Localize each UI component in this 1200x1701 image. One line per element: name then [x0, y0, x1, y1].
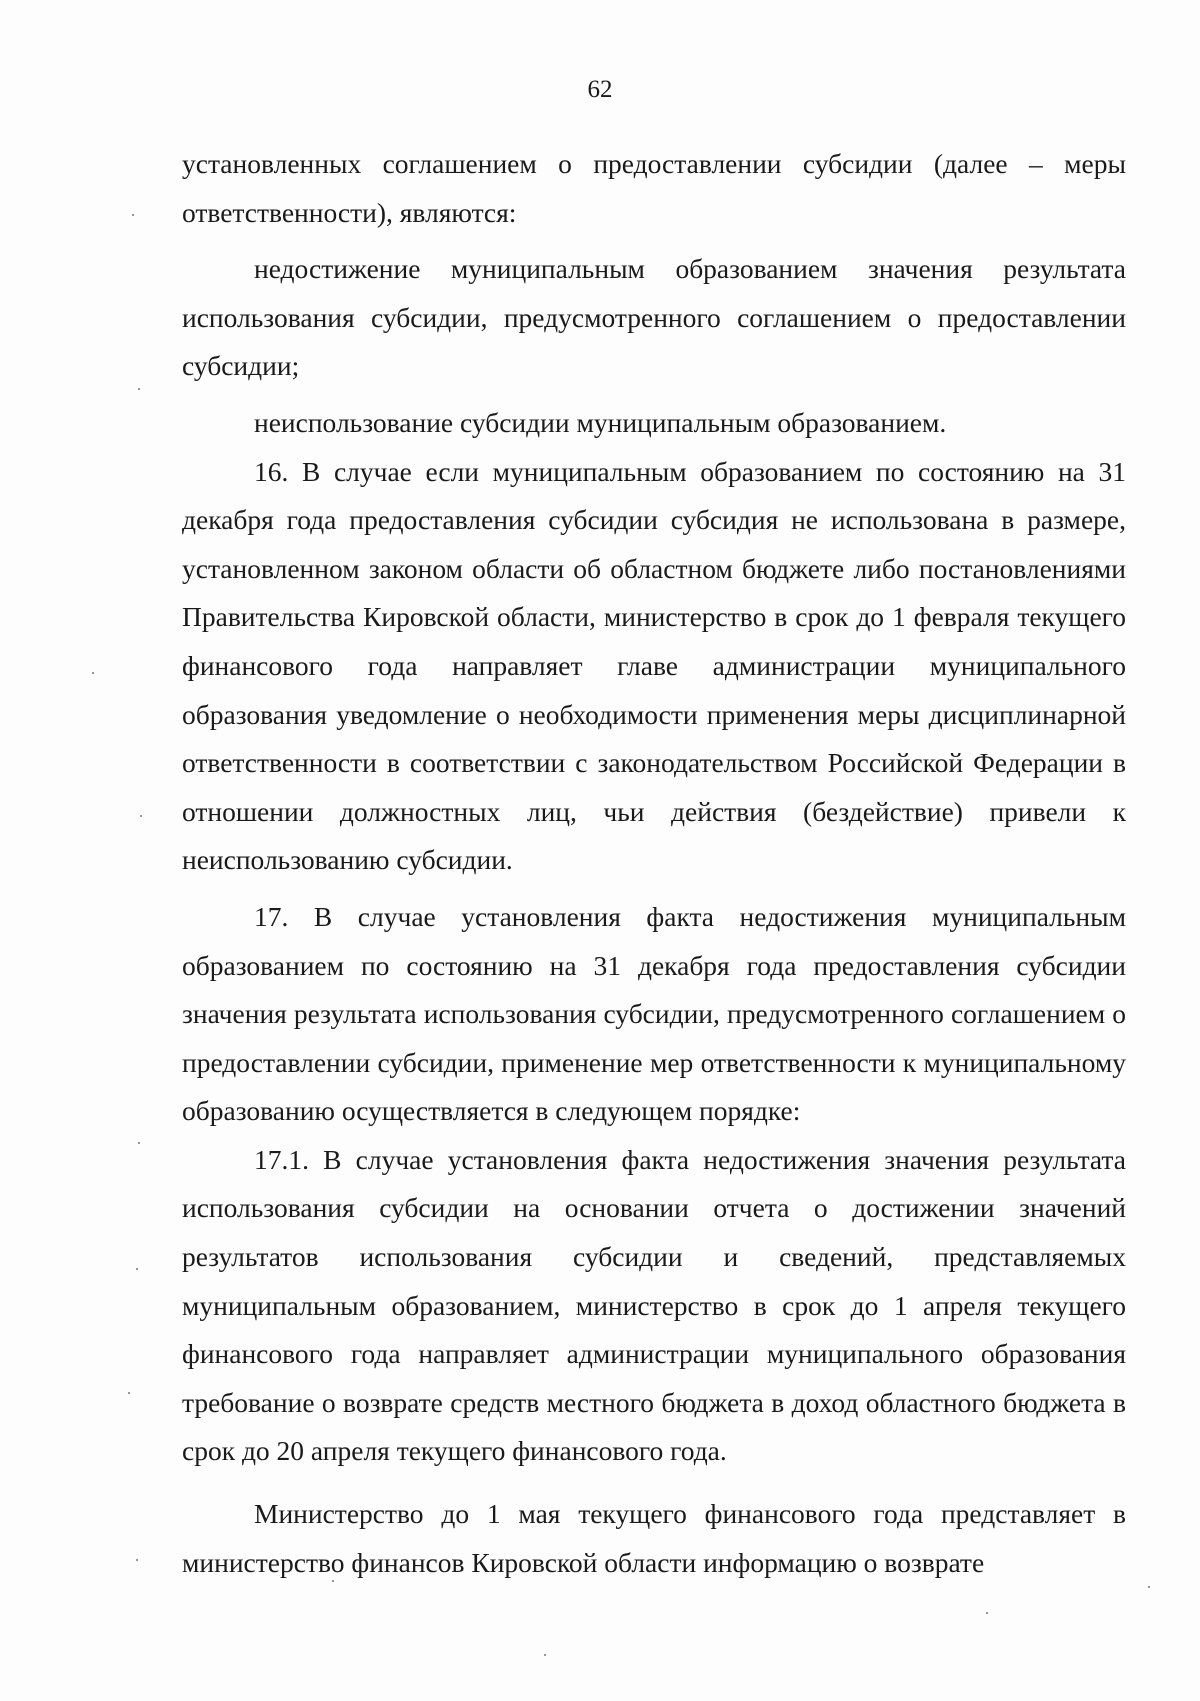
- scan-speck: [544, 1654, 546, 1656]
- scan-speck: [986, 1612, 988, 1614]
- paragraph-17-1: 17.1. В случае установления факта недостижения значения результата использования субсидии на основании отчета о достижении значений результатов использования субсидии и сведений, представляемых муниципальным образованием, министерство в срок до 1 апреля текущего финансового года направляет администрации муниципального образования требование о возврате средств местного бюджета в доход областного бюджета в срок до 20 апреля текущего финансового года.: [182, 1143, 1126, 1467]
- paragraph-continuation: установленных соглашением о предоставлении субсидии (далее – меры ответственности), являются:: [182, 148, 1126, 228]
- paragraph-item-neispolzovanie: неиспользование субсидии муниципальным образованием.: [254, 406, 947, 438]
- scan-speck: [1148, 1586, 1150, 1588]
- scan-speck: [138, 388, 140, 390]
- scan-speck: [92, 672, 94, 674]
- paragraph-16: 16. В случае если муниципальным образованием по состоянию на 31 декабря года предоставления субсидии субсидия не использована в размере, установленном законом области об областном бюджете либо постановлениями Правительства Кировской области, министерство в срок до 1 февраля текущего финансового года направляет главе администрации муниципального образования уведомление о необходимости применения меры дисциплинарной ответственности в соответствии с законодательством Российской Федерации в отношении должностных лиц, чьи действия (бездействие) привели к неиспользованию субсидии.: [182, 455, 1126, 876]
- scan-speck: [140, 815, 142, 817]
- document-body: [182, 140, 1126, 1587]
- scan-speck: [332, 1580, 334, 1582]
- scan-speck: [128, 1392, 130, 1394]
- scan-speck: [132, 214, 134, 216]
- paragraph-17: 17. В случае установления факта недостижения муниципальным образованием по состоянию на 31 декабря года предоставления субсидии значения результата использования субсидии, предусмотренного соглашением о предоставлении субсидии, применение мер ответственности к муниципальному образованию осуществляется в следующем порядке:: [182, 900, 1126, 1127]
- paragraph-ministry: Министерство до 1 мая текущего финансового года представляет в министерство финансов Кировской области информацию о возврате: [182, 1498, 1126, 1578]
- page-number: 62: [587, 76, 613, 103]
- scan-speck: [136, 1268, 138, 1270]
- paragraph-item-nondostizhenie: недостижение муниципальным образованием значения результата использования субсидии, предусмотренного соглашением о предоставлении субсидии;: [182, 253, 1126, 382]
- scan-speck: [138, 1142, 140, 1144]
- scan-speck: [136, 1559, 138, 1561]
